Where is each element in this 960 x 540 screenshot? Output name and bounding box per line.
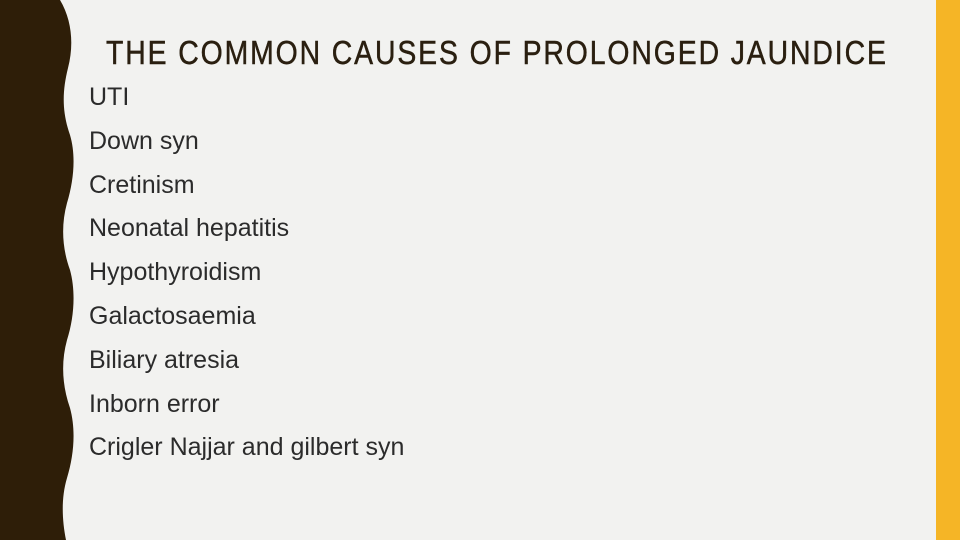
list-item: Cretinism <box>89 170 195 199</box>
list-item: Hypothyroidism <box>89 258 262 287</box>
left-wavy-border-shape <box>0 0 74 540</box>
right-accent-bar <box>936 0 960 540</box>
list-item: Galactosaemia <box>89 301 256 330</box>
list-item: Crigler Najjar and gilbert syn <box>89 433 405 462</box>
list-item: Neonatal hepatitis <box>89 214 290 243</box>
list-item: Inborn error <box>89 389 220 418</box>
left-wavy-border <box>0 0 80 540</box>
list-item: Biliary atresia <box>89 345 240 374</box>
list-item: Down syn <box>89 126 199 155</box>
causes-list <box>89 76 404 470</box>
slide-title: THE COMMON CAUSES OF PROLONGED JAUNDICE <box>106 34 888 71</box>
list-item: UTI <box>89 83 130 111</box>
